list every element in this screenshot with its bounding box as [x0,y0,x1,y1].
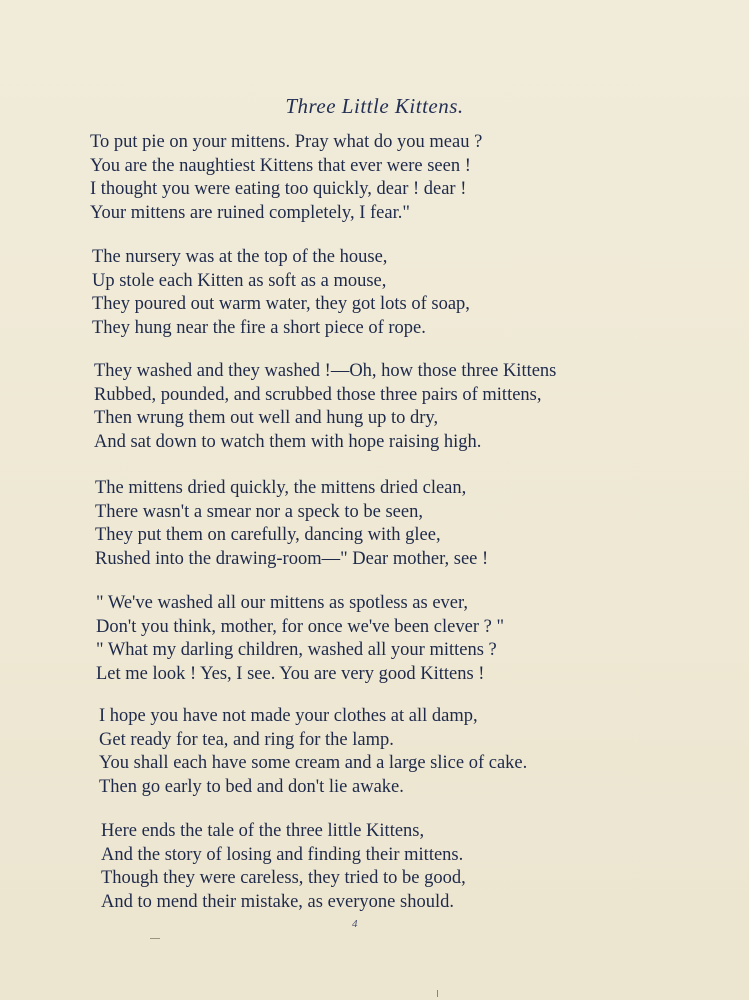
poem-line: " What my darling children, washed all your mittens ? [96,640,497,660]
poem-line: And to mend their mistake, as everyone should. [101,891,454,912]
poem-line: Get ready for tea, and ring for the lamp. [99,729,394,750]
stanza-1 [0,131,749,225]
poem-line: And the story of losing and finding their mittens. [101,844,464,865]
stanza-7 [0,820,749,914]
poem-line: They hung near the fire a short piece of rope. [92,317,426,338]
stanza-2 [0,246,749,340]
poem-line: The mittens dried quickly, the mittens dried clean, [95,478,467,498]
poem-line: " We've washed all our mittens as spotless as ever, [96,593,469,613]
poem-line: Here ends the tale of the three little Kittens, [101,821,425,841]
poem-line: Let me look ! Yes, I see. You are very good Kittens ! [96,663,485,684]
page-number: 4 [352,918,358,930]
poem-line: Up stole each Kitten as soft as a mouse, [92,270,387,291]
print-mark [437,990,438,997]
poem-line: And sat down to watch them with hope raising high. [94,431,482,452]
poem-line: I thought you were eating too quickly, dear ! dear ! [90,179,467,199]
poem-line: Rushed into the drawing-room—" Dear mother, see ! [95,548,489,569]
stanza-3 [0,360,749,454]
poem-line: The nursery was at the top of the house, [92,247,388,267]
poem-line: They washed and they washed !—Oh, how those three Kittens [94,361,557,381]
poem-line: To put pie on your mittens. Pray what do you meau ? [90,132,483,152]
poem-line: Though they were careless, they tried to be good, [101,868,466,888]
poem-line: Your mittens are ruined completely, I fear." [90,202,410,223]
poem-line: They poured out warm water, they got lots of soap, [92,294,470,314]
stanza-6 [0,705,749,799]
stanza-5 [0,592,749,686]
poem-line: Then wrung them out well and hung up to dry, [94,408,439,428]
poem-line: You shall each have some cream and a large slice of cake. [99,753,528,773]
stanza-4 [0,477,749,571]
poem-line: Don't you think, mother, for once we've been clever ? " [96,616,505,637]
poem-line: Then go early to bed and don't lie awake. [99,776,404,797]
poem-line: There wasn't a smear nor a speck to be seen, [95,501,423,522]
poem-line: Rubbed, pounded, and scrubbed those three pairs of mittens, [94,384,542,405]
print-mark [150,938,160,939]
poem-line: You are the naughtiest Kittens that ever were seen ! [90,155,471,176]
poem-line: I hope you have not made your clothes at all damp, [99,706,478,726]
poem-line: They put them on carefully, dancing with glee, [95,525,441,545]
poem-title: Three Little Kittens. [285,94,464,118]
